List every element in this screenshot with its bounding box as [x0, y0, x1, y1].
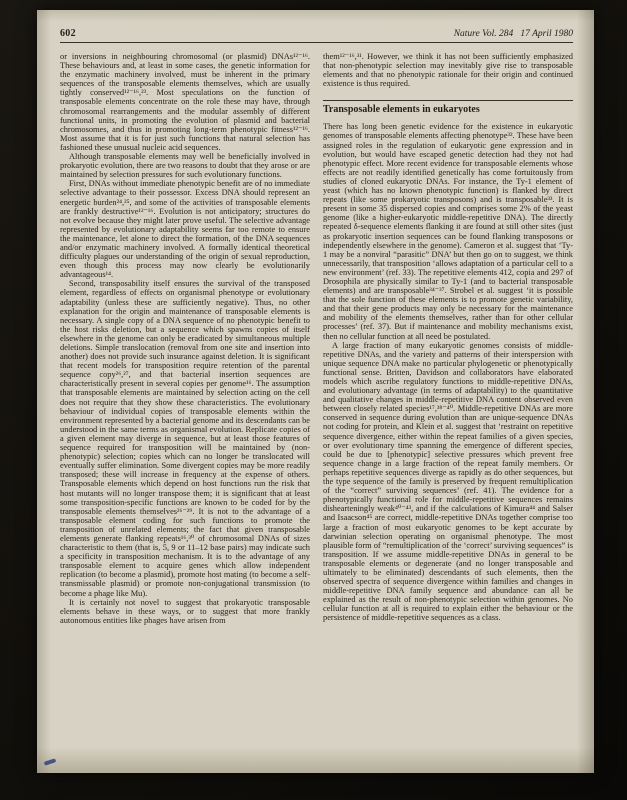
- section-heading: Transposable elements in eukaryotes: [323, 104, 480, 116]
- paragraph: It is certainly not novel to suggest that prokaryotic transposable elements behave in these ways, or to suggest that more frankly autonomous entities like phages have arisen from: [60, 597, 310, 625]
- paragraph: First, DNAs without immediate phenotypic benefit are of no immediate selective advantage to their possessor. Excess DNA should represent an energetic burden²⁴,²⁵, and some of the activities of transposable elements are frankly destructive¹²⁻¹⁶. Evolution is not anticipatory; structures do not evolve because they might later prove useful. The selective advantage represented by evolutionary adaptability seems far too remote to ensure the maintenance, let alone to direct the formation, of the DNA sequences and/or enzymatic machinery involved. A formally identical theoretical difficulty plagues our understanding of the origin of sexual reproduction, even though this process may now clearly be evolutionarily advantageous¹⁴.: [60, 179, 310, 280]
- section-heading-rule: [323, 100, 573, 101]
- paragraph: Second, transposability itself ensures the survival of the transposed element, regardless of effects on organismal phenotype or evolutionary adaptability (unless these are sufficiently negative). Thus, no other explanation for the origin and maintenance of transposable elements is necessary. A single copy of a DNA sequence of no phenotypic benefit to the host risks deletion, but a sequence which spawns copies of itself elsewhere in the genome can only be eradicated by simultaneous multiple deletions. Simple translocation (removal from one site and insertion into another) does not provide such insurance against deletion. It is significant that recent models for transposition require retention of the parental sequence copy²⁶,²⁷, and that bacterial insertion sequences are characteristically present in several copies per genome¹⁶. The assumption that transposable elements are maintained by selection acting on the cell does not require that they show these characteristics. The evolutionary behaviour of individual copies of transposable elements within the environment represented by a bacterial genome and its descendants can be understood in the same terms as organismal evolution. Replicate copies of a given element may diverge in sequence, but at least those features of sequence required for transposition will be maintained by (non-phenotypic) selection; copies which can no longer be translocated will eventually suffer elimination. Some divergent copies may be more readily transposed; these will increase in frequency at the expense of others. Transposable elements which depend on host functions run the risk that host mutants will no longer transpose them; it is significant that at least some transposition-specific functions are known to be coded for by the transposable elements themselves²⁶⁻²⁹. It is not to the advantage of a transposable element coding for such functions to promote the transposition of unrelated elements; the fact that given transposable elements generate flanking repeats¹⁶,³⁰ of chromosomal DNAs of sizes characteristic to them (that is, 5, 9 or 11–12 base pairs) may indicate such a specificity in transposition mechanism. It is to the advantage of any transposable element to acquire genes which allow independent replication (to become a plasmid), promote host mating (to become a self-transmissable plasmid) or promote non-conjugational transmission (to become a phage like Mu).: [60, 279, 310, 598]
- page-number: 602: [60, 28, 76, 39]
- journal-page: [37, 10, 594, 773]
- page-header: [60, 28, 573, 39]
- right-column: [323, 52, 573, 625]
- paragraph-continuation: or inversions in neighbouring chromosomal (or plasmid) DNAs¹²⁻¹⁶. These behaviours and, at least in some cases, the genetic information for the enzymatic machinery involved, must be inherent in the primary sequences of the transposable elements themselves, which are usually tightly conserved¹²⁻¹⁶,²³. Most speculations on the function of transposable elements concentrate on the role these may have, through chromosomal rearrangements and the modular assembly of different functional units, in promoting the evolution of plasmid and bacterial chromosomes, and thus in promoting long-term phenotypic fitness¹²⁻¹⁶. Most assume that it is for just such functions that natural selection has fashioned these unusual nucleic acid sequences.: [60, 52, 310, 152]
- header-rule: [60, 42, 573, 43]
- journal-reference: Nature Vol. 284 17 April 1980: [453, 29, 573, 39]
- paragraph: There has long been genetic evidence for the existence in eukaryotic genomes of transposable elements affecting phenotype³². These have been assigned roles in the regulation of eukaryotic gene expression and in evolution, but would have escaped genetic detection had they not had phenotypic effect. More recent evidence for transposable elements whose effects are not readily identified genetically has come fortuitously from studies of cloned eukaryotic DNAs. For instance, the Ty-1 element of yeast (which has no known phenotypic function) is flanked by direct repeats (like some prokaryotic transposons) and is transposable³³. It is present in some 35 dispersed copies and comprises some 2% of the yeast genome (like a higher-eukaryotic middle-repetitive DNA). The directly repeated δ-sequence elements flanking it are found at still other sites (just as prokaryotic insertion sequences can be found flanking transposons or independently elsewhere in the genome). Cameron et al. suggest that ‘Ty-1 may be a nonviral “parasitic” DNA’ but then go on to suggest, we think unnecessarily, that transposition ‘allows adaptation of a particular cell to a new environment’ (ref. 33). The repetitive elements 412, copia and 297 of Drosophila are physically similar to Ty-1 (and to bacterial transposable elements) and are transposable³⁴⁻³⁷. Strobel et al. suggest ‘it is possible that the sole function of these elements is to promote genetic variability, and that their gene products may only be necessary for the maintenance and mobility of the elements themselves, rather than for other cellular processes’ (ref. 37). But if maintenance and mobility mechanisms exist, then no cellular function at all need be postulated.: [323, 122, 573, 341]
- left-column: [60, 52, 310, 625]
- paragraph: A large fraction of many eukaryotic genomes consists of middle-repetitive DNAs, and the variety and patterns of their interspersion with unique sequence DNA make no particular phylogenetic or phenotypically functional sense. Britten, Davidson and collaborators have elaborated models which ascribe regulatory functions to middle-repetitive DNAs, and evolutionary advantage (in terms of adaptability) to the quantitative and qualitative changes in middle-repetitive DNA content observed even between closely related species¹⁷,³⁸⁻⁴⁰. Middle-repetitive DNAs are more conserved in sequence during evolution than are unique-sequence DNAs not coding for protein, and Klein et al. suggest that ‘restraint on repetitive sequence divergence, either within the repeat families of a given species, or over evolutionary time spanning the emergence of different species, could be due to [phenotypic] selective pressures which prevent free sequence change in a large fraction of the repeat family members. Or perhaps repetitive sequences diverge as rapidly as do other sequences, but the type sequence of the family is preserved by frequent remultiplication of the “correct” surviving sequences’ (ref. 41). The evidence for a phenotypically functional role for middle-repetitive sequences remains dishearteningly weak⁴⁰⁻⁴³, and if the calculations of Kimura⁴⁴ and Salser and Isaacson⁴⁵ are correct, middle-repetitive DNAs together comprise too large a fraction of most eukaryotic genomes to be kept accurate by darwinian selection operating on organismal phenotype. The most plausible form of “remultiplication of the ‘correct’ surviving sequences” is transposition. If we assume middle-repetitive DNAs in general to be transposable elements or degenerate (and no longer transposable and ultimately to be eliminated) descendants of such elements, then the observed spectra of sequence divergence within families and changes in middle-repetitive DNA family sequence and abundance can all be explained as the result of non-phenotypic selection within genomes. No cellular function at all is required to explain either the behaviour or the persistence of middle-repetitive sequences as a class.: [323, 340, 573, 623]
- text-columns: [60, 52, 573, 625]
- paragraph-continuation: them¹²⁻¹⁶,³¹. However, we think it has not been sufficiently emphasized that non-phenotypic selection may inevitably give rise to transposable elements and that no phenotypic rationale for their origin and continued existence is thus required.: [323, 52, 573, 89]
- paragraph: Although transposable elements may well be beneficially involved in prokaryotic evolution, there are two reasons to doubt that they arose or are maintained by selection pressures for such evolutionary functions.: [60, 152, 310, 180]
